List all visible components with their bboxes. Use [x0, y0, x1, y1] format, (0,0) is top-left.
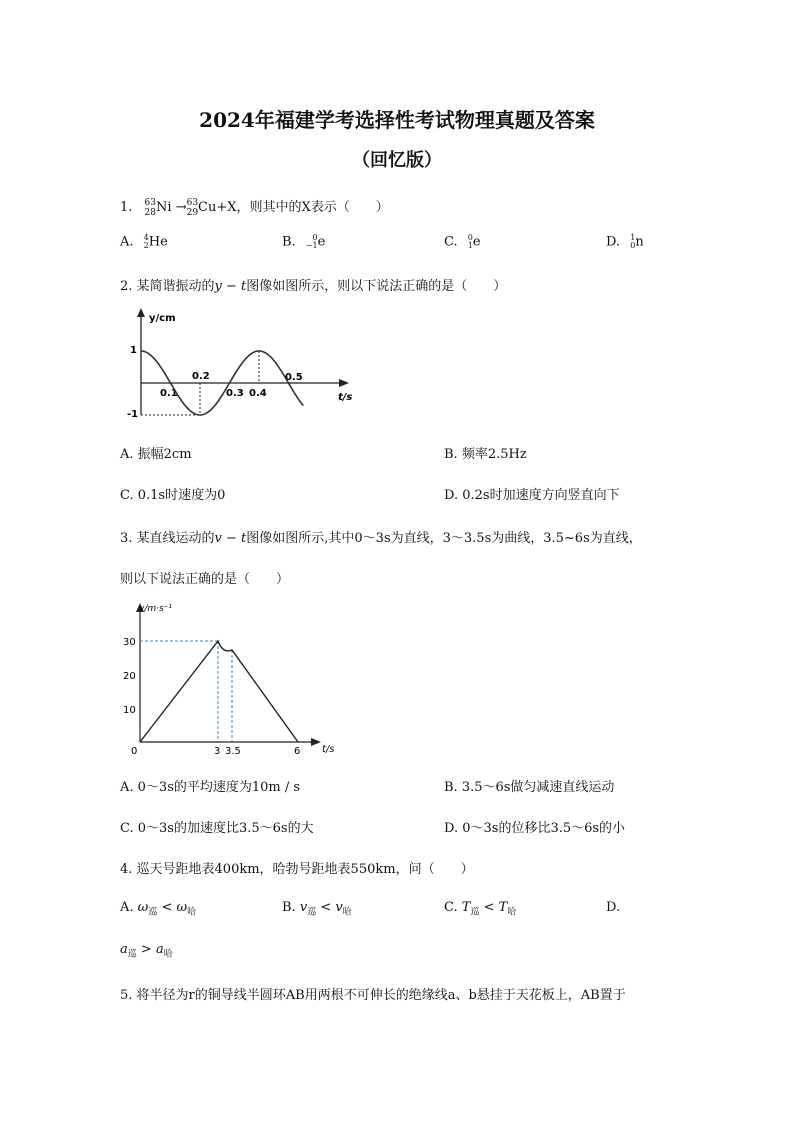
q1-option-d-label: D. — [606, 234, 621, 250]
q4-option-b-label: B. — [282, 900, 296, 915]
q1-option-a-label: A. — [120, 234, 134, 250]
page-title: 2024年福建学考选择性考试物理真题及答案 — [199, 108, 595, 132]
q4-option-d-sym1: a — [120, 942, 128, 957]
q4-option-d-sub2: 哈 — [163, 949, 173, 960]
q4-stem: 4. 巡天号距地表400km，哈勃号距地表550km，问（ ） — [120, 862, 474, 877]
q3-ytick-20: 20 — [123, 671, 136, 682]
q3-stem-a: 3. 某直线运动的 — [120, 531, 215, 546]
q3-vt-line — [140, 641, 298, 742]
q2-xtick-0.4: 0.4 — [249, 388, 267, 399]
q4-option-d-op: > — [140, 942, 152, 957]
q2-xtick-0.5: 0.5 — [285, 372, 303, 383]
q1-option-a-mass: 4 — [143, 233, 149, 242]
q1-option-b-symbol: e — [317, 234, 326, 250]
q4-option-c-label: C. — [444, 900, 458, 915]
q3-ytick-10: 10 — [123, 705, 136, 716]
q2-yt-graph — [125, 305, 365, 420]
q3-option-b[interactable]: B. 3.5～6s做匀减速直线运动 — [444, 780, 615, 795]
q3-stem-line2: 则以下说法正确的是（ ） — [120, 572, 290, 587]
q3-ylabel: v/m·s⁻¹ — [139, 604, 173, 614]
q1-rhs-nums — [187, 198, 198, 218]
q2-option-b[interactable]: B. 频率2.5Hz — [444, 447, 527, 462]
q4-option-d-label[interactable]: D. — [606, 900, 621, 915]
q1-rhs-atomic: 29 — [186, 207, 199, 218]
q4-option-a-sym2: ω — [176, 900, 188, 915]
q5-stem: 5. 将半径为r的铜导线半圆环AB用两根不可伸长的绝缘线a、b悬挂于天花板上，AB置于 — [120, 988, 626, 1003]
q1-lhs-mass: 63 — [144, 197, 156, 208]
q2-ylabel: y/cm — [149, 313, 176, 324]
q1-lhs: Ni — [156, 200, 172, 215]
q4-option-c[interactable] — [444, 900, 516, 918]
q1-option-c[interactable] — [444, 234, 481, 250]
q3-option-d[interactable]: D. 0～3s的位移比3.5～6s的小 — [444, 821, 626, 836]
q4-option-b-sub2: 哈 — [342, 907, 352, 918]
q2-stem — [120, 275, 506, 294]
q4-option-a-sym1: ω — [137, 900, 149, 915]
q1-option-b-atomic: −1 — [305, 241, 318, 250]
q4-option-a-sub2: 哈 — [187, 907, 197, 918]
q1-option-c-label: C. — [444, 234, 458, 250]
q1-lhs-atomic: 28 — [144, 207, 156, 218]
q1-option-a-atomic: 2 — [143, 241, 149, 250]
q1-option-b-mass: 0 — [312, 233, 318, 242]
q1-arrow: → — [175, 200, 187, 215]
q1-rhs: Cu+X — [198, 200, 237, 215]
q2-ytick-1: 1 — [130, 345, 137, 356]
q2-xtick-0.2: 0.2 — [192, 371, 210, 382]
q2-ytick-neg1: -1 — [127, 409, 139, 420]
q2-xtick-0.1: 0.1 — [160, 388, 178, 399]
q1-number: 1. — [120, 200, 133, 215]
q2-stem-a: 2. 某简谐振动的 — [120, 279, 215, 294]
q4-option-a-sub1: 巡 — [148, 907, 158, 918]
q4-option-b-sym2: v — [335, 900, 343, 915]
q1-option-c-mass: 0 — [467, 233, 473, 242]
q3-stem-var: v − t — [214, 531, 247, 546]
q2-xtick-0.3: 0.3 — [226, 388, 244, 399]
page-subtitle: （回忆版） — [352, 150, 442, 171]
q3-stem-b: 图像如图所示,其中0～3s为直线，3～3.5s为曲线，3.5~6s为直线， — [246, 531, 642, 546]
q3-option-a[interactable]: A. 0～3s的平均速度为10m / s — [120, 780, 301, 795]
q4-option-c-sub1: 巡 — [470, 907, 480, 918]
q3-x-arrow — [311, 738, 321, 746]
q1-option-c-atomic: 1 — [467, 241, 473, 250]
q1-option-d[interactable] — [606, 234, 644, 250]
q4-option-c-op: < — [483, 900, 495, 915]
q3-stem — [120, 527, 642, 546]
q3-xlabel: t/s — [322, 744, 335, 755]
q3-ytick-30: 30 — [123, 637, 136, 648]
q4-option-a-op: < — [161, 900, 173, 915]
q4-option-a-label: A. — [120, 900, 134, 915]
q1-stem — [120, 196, 389, 218]
q1-option-a-symbol: He — [148, 234, 168, 250]
q1-lhs-nums — [145, 198, 156, 218]
q1-option-c-symbol: e — [472, 234, 481, 250]
q4-option-b-sym1: v — [299, 900, 308, 915]
q2-option-a[interactable]: A. 振幅2cm — [120, 447, 192, 462]
q1-rhs-mass: 63 — [186, 197, 199, 208]
q4-option-d-sub1: 巡 — [127, 949, 137, 960]
q2-xlabel: t/s — [338, 392, 353, 403]
q1-option-d-atomic: 0 — [630, 241, 636, 250]
q4-option-c-sym2: T — [498, 900, 508, 915]
q1-option-b-label: B. — [282, 234, 296, 250]
q2-option-c[interactable]: C. 0.1s时速度为0 — [120, 488, 226, 503]
q3-vt-graph — [115, 598, 345, 763]
q4-option-b[interactable] — [282, 900, 352, 918]
q2-x-arrow — [339, 379, 349, 387]
q2-y-arrow — [137, 308, 145, 317]
q1-option-b[interactable] — [282, 234, 325, 250]
q2-option-d[interactable]: D. 0.2s时加速度方向竖直向下 — [444, 488, 620, 503]
q1-stem-text: ，则其中的X表示（ ） — [236, 200, 389, 215]
q4-option-c-sub2: 哈 — [507, 907, 517, 918]
q2-stem-var: y − t — [214, 279, 247, 294]
q1-option-d-mass: 1 — [630, 233, 636, 242]
q4-option-d-sym2: a — [155, 942, 164, 957]
q3-xtick-0: 0 — [131, 746, 138, 757]
q3-option-c[interactable]: C. 0～3s的加速度比3.5～6s的大 — [120, 821, 314, 836]
q1-option-d-symbol: n — [635, 234, 644, 250]
q4-option-b-op: < — [320, 900, 332, 915]
q3-xtick-3.5: 3.5 — [225, 746, 241, 757]
q1-option-b-nums — [306, 234, 318, 250]
q4-option-c-sym1: T — [461, 900, 471, 915]
q4-option-d[interactable] — [120, 942, 173, 960]
q1-option-a[interactable] — [120, 234, 168, 250]
q3-xtick-6: 6 — [294, 746, 301, 757]
q2-stem-b: 图像如图所示，则以下说法正确的是（ ） — [246, 279, 507, 294]
q3-xtick-3: 3 — [214, 746, 221, 757]
q4-option-a[interactable] — [120, 900, 196, 918]
q4-option-b-sub1: 巡 — [307, 907, 317, 918]
